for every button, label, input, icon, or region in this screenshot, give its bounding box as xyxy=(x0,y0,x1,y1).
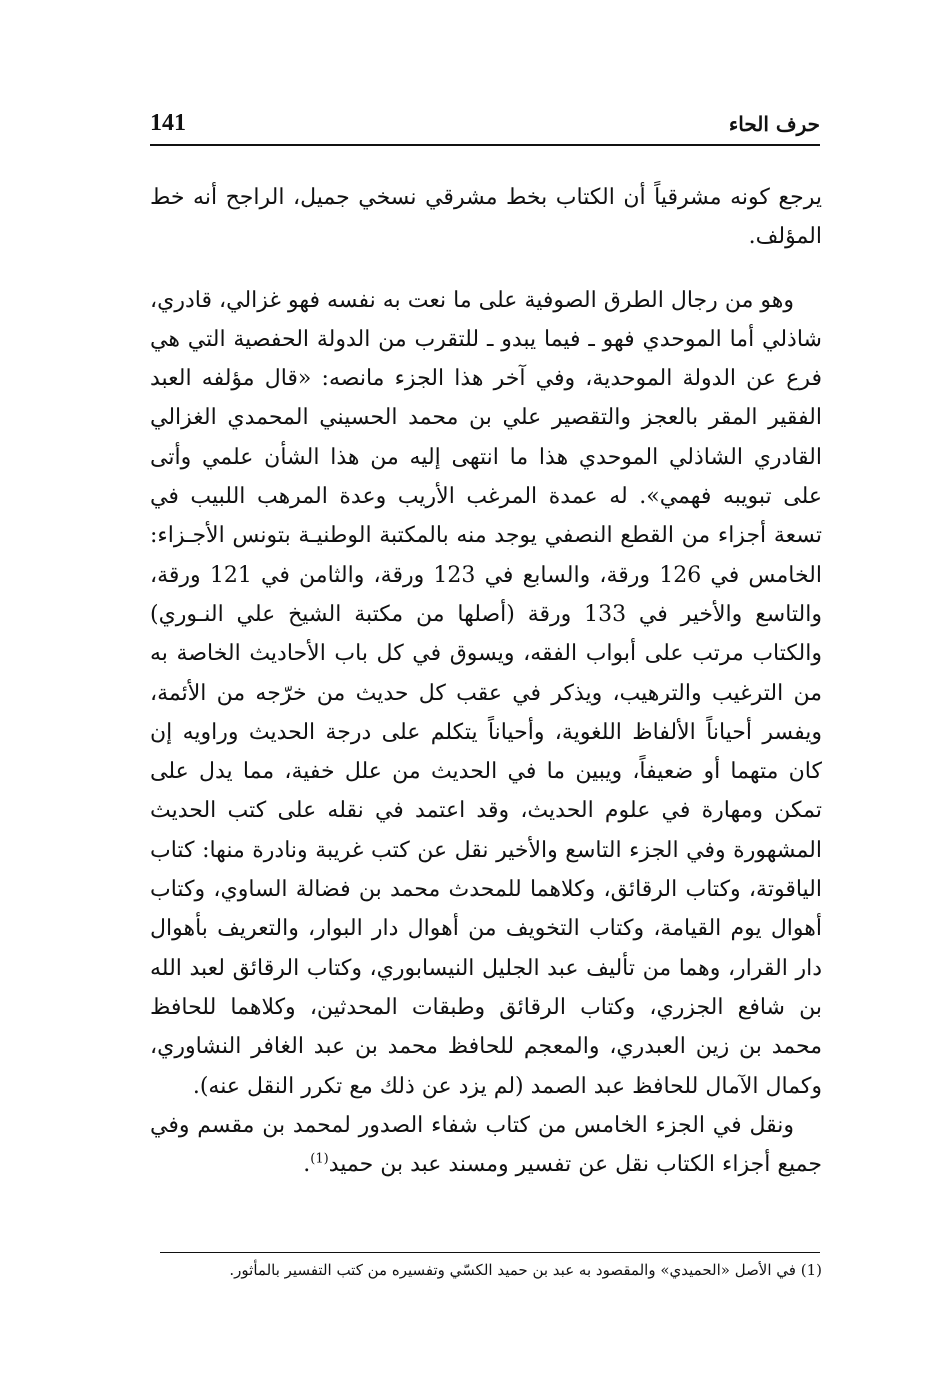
footnote-divider xyxy=(160,1252,820,1253)
page-header xyxy=(150,108,820,146)
page-number: 141 xyxy=(150,110,186,136)
main-text xyxy=(150,178,822,1184)
paragraph-spacer xyxy=(150,257,822,281)
footnote-reference[interactable]: (1) xyxy=(310,1151,329,1167)
paragraph-3-end: . xyxy=(303,1152,311,1178)
paragraph-3-text: ونقل في الجزء الخامس من كتاب شفاء الصدور لمحمد بن مقسم وفي جميع أجزاء الكتاب نقل عن تفسير ومسند عبد بن حميد xyxy=(150,1112,822,1178)
running-head: حرف الحاء xyxy=(728,112,820,136)
paragraph-3 xyxy=(150,1106,822,1185)
paragraph-1: يرجع كونه مشرقياً أن الكتاب بخط مشرقي نسخي جميل، الراجح أنه خط المؤلف. xyxy=(150,185,822,250)
paragraph-2: وهو من رجال الطرق الصوفية على ما نعت به نفسه فهو غزالي، قادري، شاذلي أما الموحدي فهو ـ فيما يبدو ـ للتقرب من الدولة الحفصية التي هي فرع عن الدولة الموحدية، وفي آخر هذا الجزء مانصه: «قال مؤلفه العبد الفقير المقر بالعجز والتقصير علي بن محمد الحسيني المحمدي الغزالي القادري الشاذلي الموحدي هذا ما انتهى إليه من هذا الشأن علمي وأتى على تبويبه فهمي». له عمدة المرغب الأريب وعدة المرهب اللبيب في تسعة أجزاء من القطع النصفي يوجد منه بالمكتبة الوطنيـة بتونس الأجـزاء: الخامس في 126 ورقة، والسابع في 123 ورقة، والثامن في 121 ورقة، والتاسع والأخير في 133 ورقة (أصلها من مكتبة الشيخ علي النـوري) والكتاب مرتب على أبواب الفقه، ويسوق في كل باب الأحاديث الخاصة به من الترغيب والترهيب، ويذكر في عقب كل حديث من خرّجه من الأئمة، ويفسر أحياناً الألفاظ اللغوية، وأحياناً يتكلم على درجة الحديث وراويه إن كان متهما أو ضعيفاً، ويبين ما في الحديث من علل خفية، مما يدل على تمكن ومهارة في علوم الحديث، وقد اعتمد في نقله على كتب الحديث المشهورة وفي الجزء التاسع والأخير نقل عن كتب غريبة ونادرة منها: كتاب الياقوتة، وكتاب الرقائق، وكلاهما للمحدث محمد بن فضالة الساوي، وكتاب أهوال يوم القيامة، وكتاب التخويف من أهوال دار البوار، والتعريف بأهوال دار القرار، وهما من تأليف عبد الجليل النيسابوري، وكتاب الرقائق لعبد الله بن شافع الجزري، وكتاب الرقائق وطبقات المحدثين، وكلاهما للحافظ محمد بن زين العبدري، والمعجم للحافظ محمد بن عبد الغافر النشاوري، وكمال الآمال للحافظ عبد الصمد (لم يزد عن ذلك مع تكرر النقل عنه). xyxy=(150,287,823,1099)
footnote: (1) في الأصل «الحميدي» والمقصود به عبد بن حميد الكسّي وتفسيره من كتب التفسير بالمأثور. xyxy=(229,1261,822,1279)
